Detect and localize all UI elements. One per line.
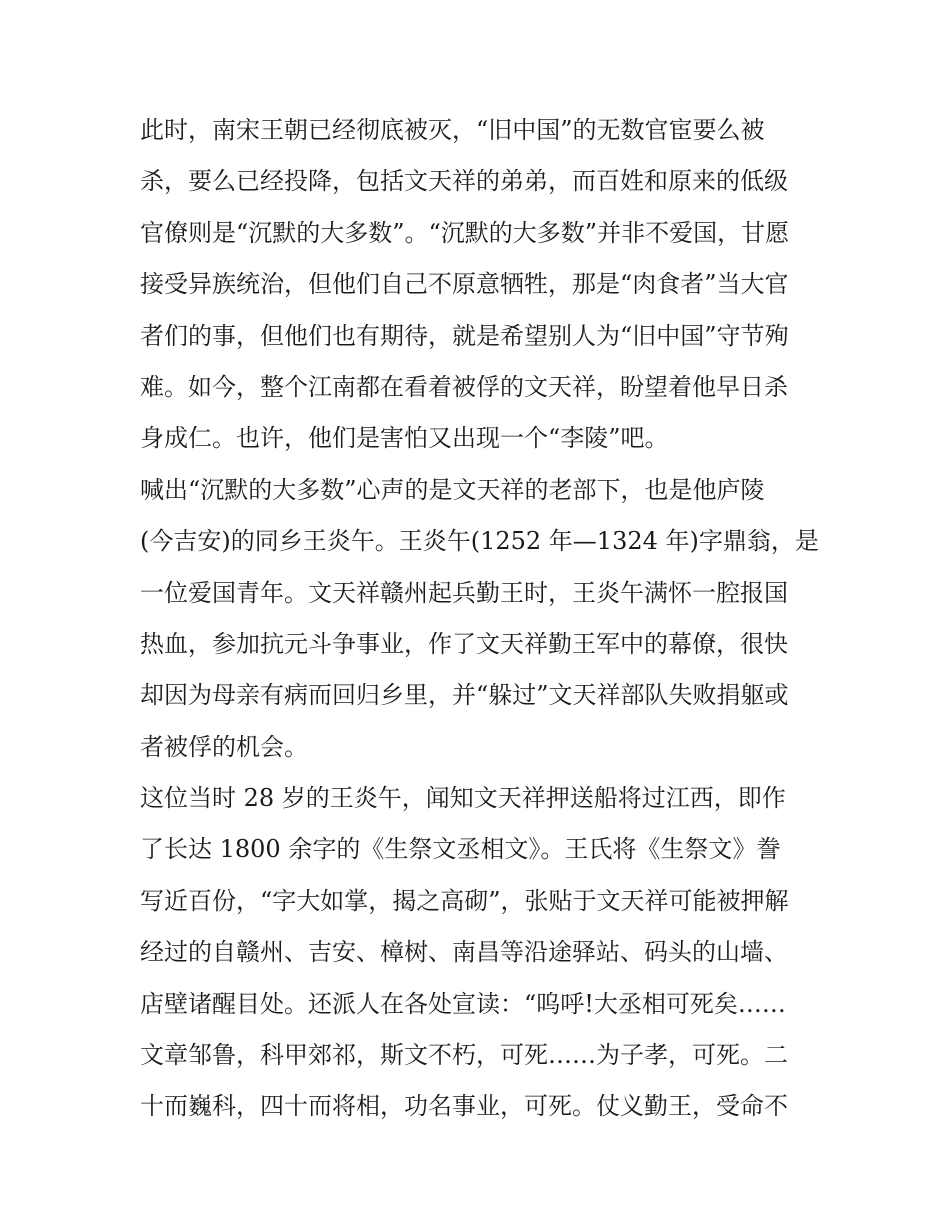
text-line: 一位爱国青年。文天祥赣州起兵勤王时，王炎午满怀一腔报国	[140, 578, 788, 607]
text-line: 接受异族统治，但他们自己不原意牺牲，那是“肉食者”当大官	[140, 270, 789, 299]
text-line: 身成仁。也许，他们是害怕又出现一个“李陵”吧。	[140, 424, 669, 453]
text-line: 文章邹鲁，科甲郊祁，斯文不朽，可死……为子孝，可死。二	[140, 1041, 788, 1070]
text-line: (今吉安)的同乡王炎午。王炎午(1252 年—1324 年)字鼎翁，是	[140, 527, 819, 556]
text-line: 难。如今，整个江南都在看着被俘的文天祥，盼望着他早日杀	[140, 372, 788, 401]
text-line: 者被俘的机会。	[140, 732, 308, 761]
text-line: 杀，要么已经投降，包括文天祥的弟弟，而百姓和原来的低级	[140, 167, 788, 196]
text-line: 喊出“沉默的大多数”心声的是文天祥的老部下，也是他庐陵	[140, 475, 765, 504]
text-line: 这位当时 28 岁的王炎午，闻知文天祥押送船将过江西，即作	[140, 784, 786, 813]
text-line: 十而巍科，四十而将相，功名事业，可死。仗义勤王，受命不	[140, 1092, 788, 1121]
text-line: 经过的自赣州、吉安、樟树、南昌等沿途驿站、码头的山墙、	[140, 938, 788, 967]
text-line: 了长达 1800 余字的《生祭文丞相文》。王氏将《生祭文》誊	[140, 835, 781, 864]
paragraph-1	[140, 108, 820, 468]
text-line: 官僚则是“沉默的大多数”。“沉默的大多数”并非不爱国，甘愿	[140, 218, 790, 247]
text-line: 热血，参加抗元斗争事业，作了文天祥勤王军中的幕僚，很快	[140, 629, 788, 658]
text-line: 此时，南宋王朝已经彻底被灭，“旧中国”的无数官宦要么被	[140, 116, 765, 144]
text-line: 写近百份，“字大如掌，揭之高砌”，张贴于文天祥可能被押解	[140, 886, 789, 915]
paragraph-2	[140, 468, 820, 776]
text-line: 者们的事，但他们也有期待，就是希望别人为“旧中国”守节殉	[140, 321, 789, 350]
text-line: 却因为母亲有病而回归乡里，并“躲过”文天祥部队失败捐躯或	[140, 681, 789, 710]
paragraph-3	[140, 776, 820, 1136]
document-body	[140, 108, 820, 1136]
text-line: 店壁诸醒目处。还派人在各处宣读：“呜呼!大丞相可死矣……	[140, 989, 786, 1018]
